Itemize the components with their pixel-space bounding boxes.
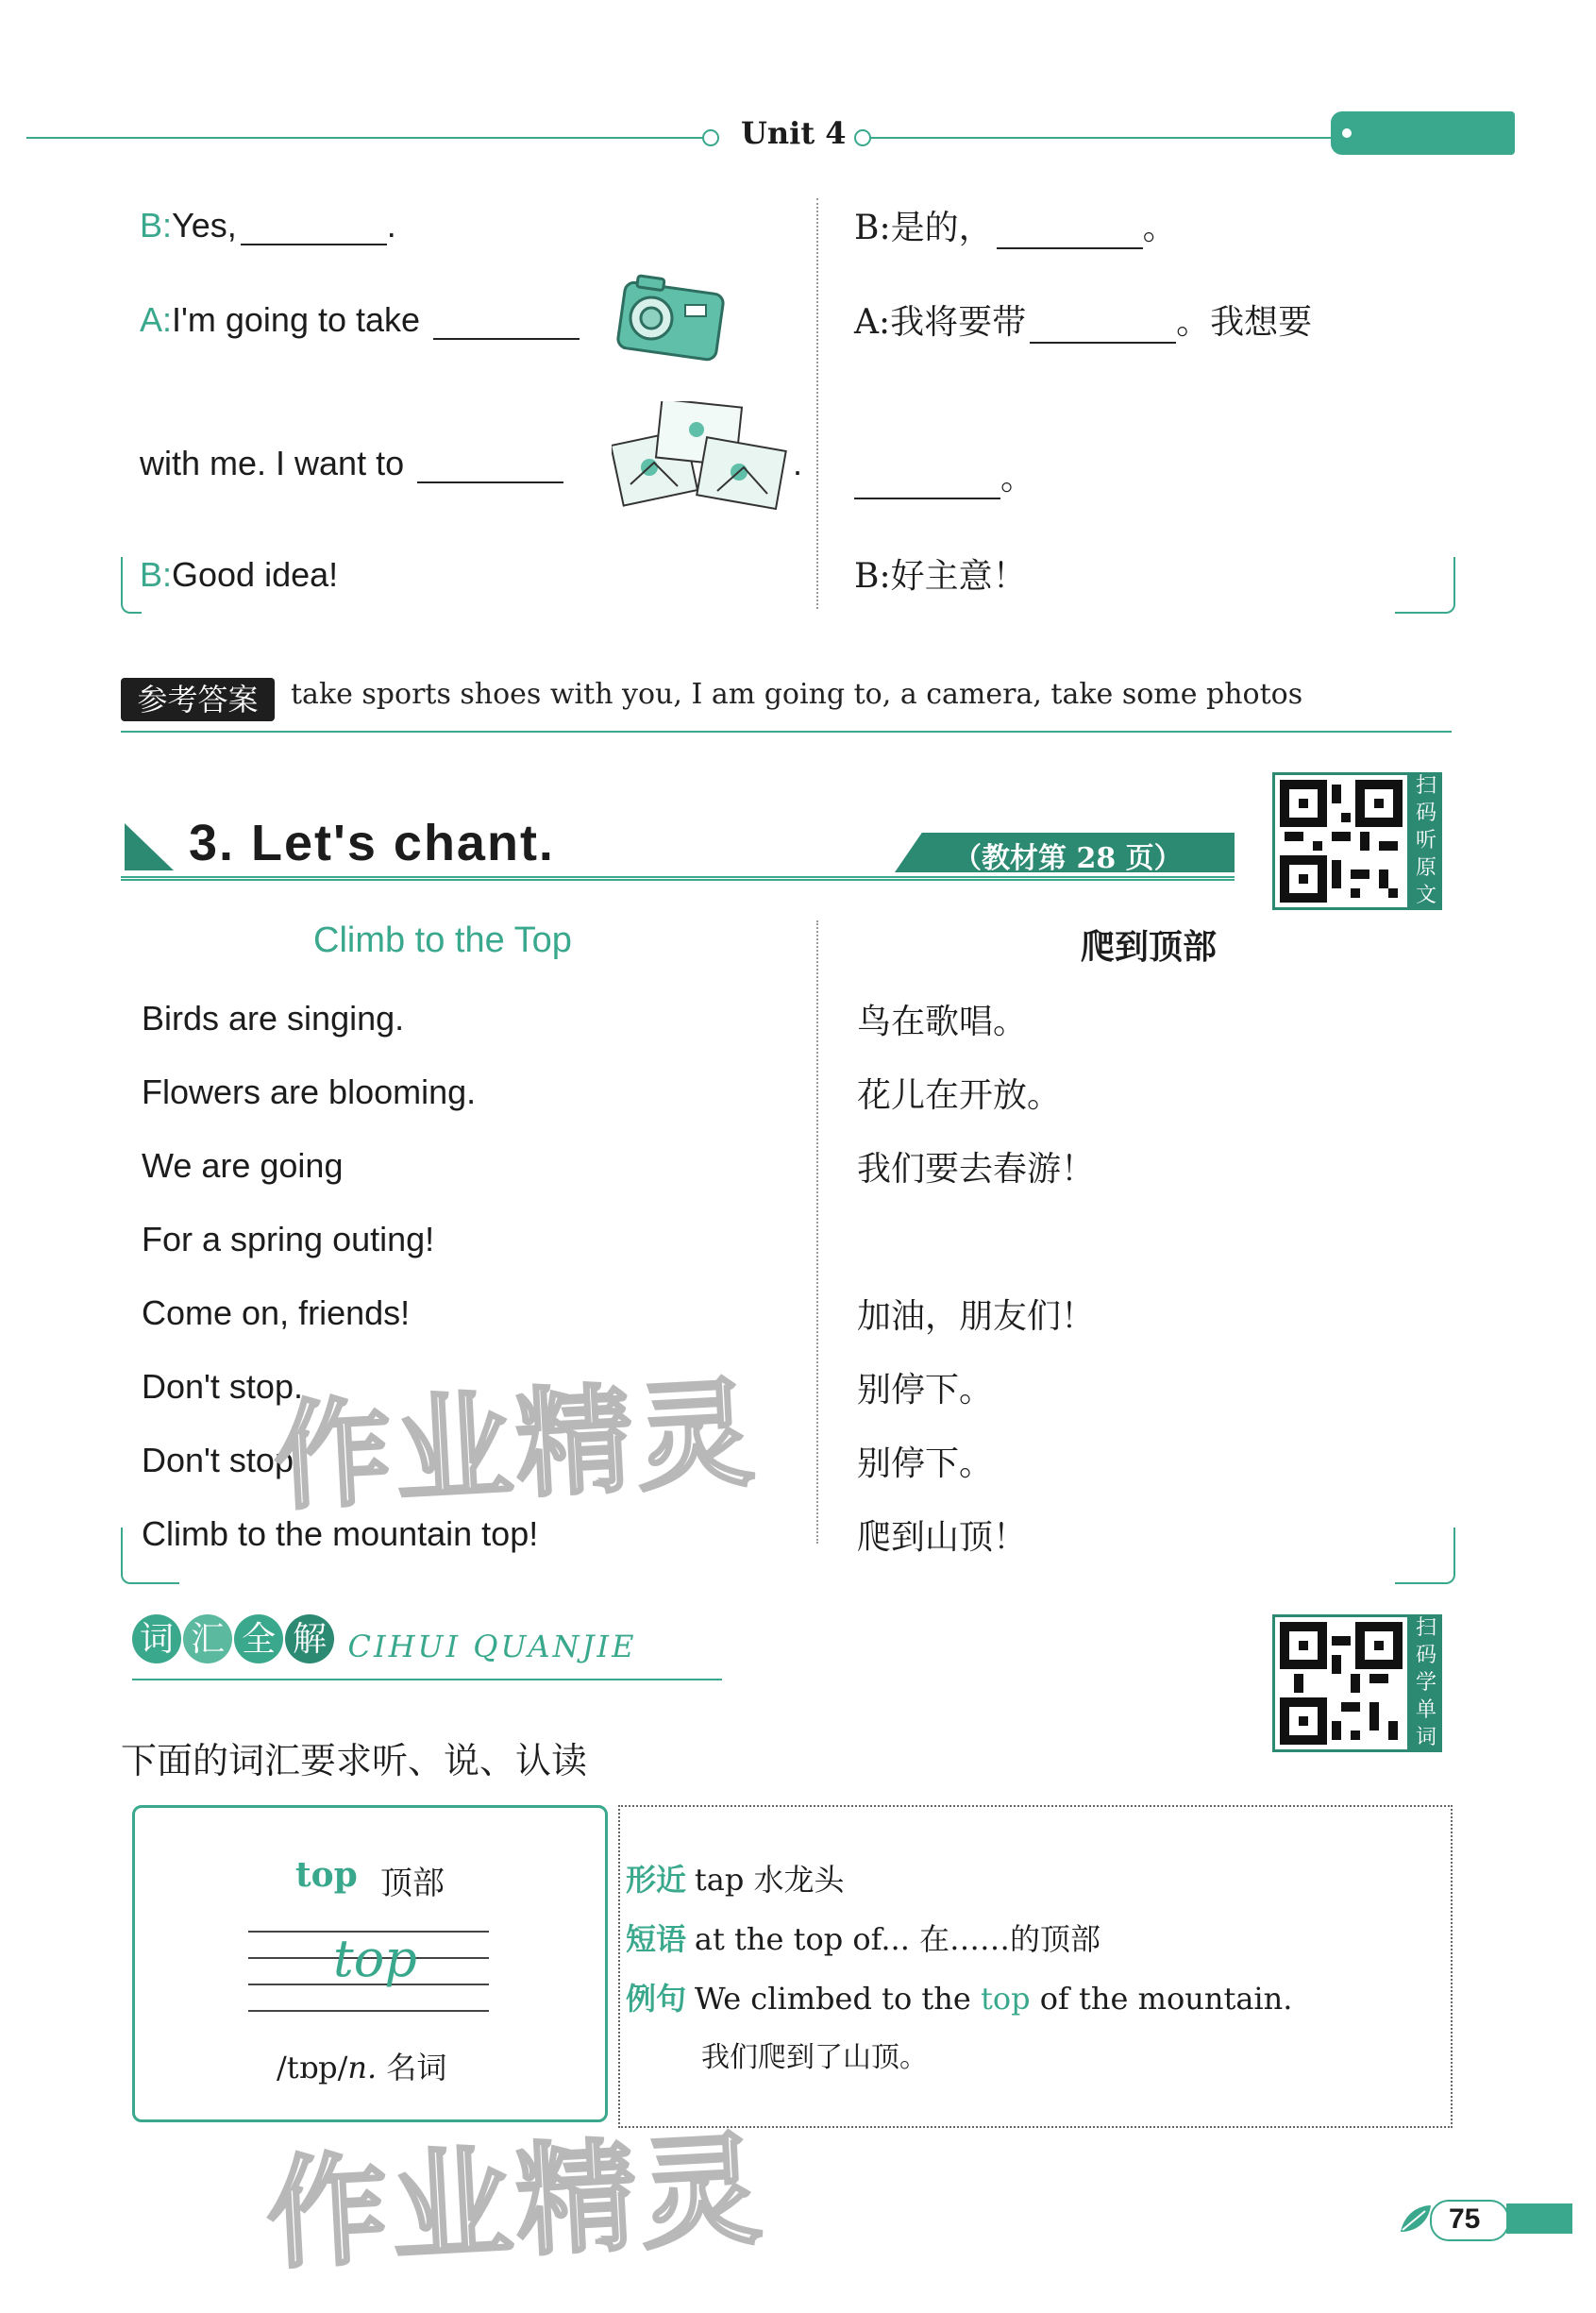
dialogue-cn-4: B:好主意！ (854, 557, 1027, 596)
answer-tag: 参考答案 (121, 678, 275, 721)
unit-label: Unit 4 (741, 115, 847, 151)
word: top (295, 1855, 358, 1895)
qr-vocab-label: 扫 码 学 单 词 (1410, 1614, 1442, 1752)
vocab-title-char: 全 (234, 1614, 283, 1663)
bracket-right (1395, 1528, 1455, 1584)
chant-line-en: For a spring outing! (142, 1220, 435, 1258)
word-meaning: 顶部 (380, 1866, 445, 1901)
header-tab-dot (1342, 128, 1352, 138)
chant-divider (816, 920, 818, 1544)
page-number: 75 (1449, 2203, 1481, 2235)
handwriting-line (248, 2010, 489, 2012)
bracket-left (121, 557, 142, 614)
header-dot-left (702, 129, 719, 146)
qr-code-vocab[interactable] (1272, 1614, 1410, 1752)
dialogue-cn-1: B:是的， 。 (854, 209, 1177, 247)
chant-line-cn: 加油，朋友们！ (857, 1297, 1096, 1336)
vocab-rule (132, 1679, 722, 1680)
dialogue-cn-3: 。 (854, 451, 1034, 499)
answer-rule (121, 731, 1452, 733)
word-notes-box (618, 1805, 1453, 2128)
dialogue-cn-2: A:我将要带 。我想要 (854, 303, 1313, 342)
answer-blank[interactable] (854, 469, 1000, 499)
bracket-left (121, 1528, 179, 1584)
chant-line-en: Birds are singing. (142, 999, 405, 1038)
chant-line-en: Come on, friends! (142, 1293, 411, 1332)
chant-line-cn: 爬到山顶！ (857, 1518, 1028, 1557)
chant-line-cn: 花儿在开放。 (857, 1076, 1062, 1115)
answer-blank[interactable] (1030, 313, 1176, 344)
chant-line-cn: 别停下。 (857, 1371, 994, 1410)
dialogue-line-1: B:Yes, . (140, 206, 396, 245)
chant-line-cn: 鸟在歌唱。 (857, 1003, 1028, 1041)
vocab-title-char: 解 (285, 1614, 334, 1663)
section-rule (121, 876, 1235, 881)
answer-blank[interactable] (997, 219, 1143, 249)
chant-line-en: Don't stop. (142, 1367, 303, 1406)
vocab-pinyin: CIHUI QUANJIE (347, 1628, 637, 1664)
watermark: 作业精灵 (263, 2119, 769, 2287)
dialogue-line-2: A:I'm going to take (140, 300, 580, 340)
chant-line-cn: 别停下。 (857, 1444, 994, 1483)
section-triangle-icon (125, 823, 174, 875)
answer-blank[interactable] (433, 310, 580, 340)
note-phrase: 短语 at the top of... 在……的顶部 (626, 1921, 1101, 1957)
photos-icon (612, 401, 803, 515)
note-example-translation: 我们爬到了山顶。 (701, 2041, 928, 2074)
answer-blank[interactable] (241, 215, 387, 245)
header-tab (1331, 111, 1515, 155)
watermark: 作业精灵 (271, 1365, 762, 1528)
chant-line-en: Climb to the mountain top! (142, 1514, 539, 1553)
vocab-title-char: 汇 (183, 1614, 232, 1663)
bracket-right (1395, 557, 1455, 614)
answer-text: take sports shoes with you, I am going to, a camera, take some photos (291, 678, 1303, 711)
textbook-ref: （教材第 28 页） (953, 842, 1183, 875)
dialogue-line-4: B:Good idea! (140, 555, 339, 594)
speaker-a: A: (140, 300, 173, 339)
chant-line-cn: 我们要去春游！ (857, 1150, 1096, 1189)
word-phonetic-line: /tɒp/n. 名词 (277, 2050, 447, 2085)
chant-line-en: We are going (142, 1146, 344, 1185)
answer-blank[interactable] (417, 453, 563, 483)
note-similar: 形近 tap 水龙头 (626, 1862, 845, 1898)
speaker-b: B: (140, 206, 173, 245)
vocab-instruction: 下面的词汇要求听、说、认读 (121, 1740, 588, 1781)
dialogue-line-3-end: . (793, 444, 803, 482)
note-example: 例句 We climbed to the top of the mountain. (626, 1981, 1293, 2017)
header-rule-left (26, 137, 706, 139)
chant-title-cn: 爬到顶部 (1081, 927, 1218, 966)
section-title: 3. Let's chant. (189, 815, 555, 871)
header-dot-right (854, 129, 871, 146)
dialogue-line-3: with me. I want to (140, 444, 563, 483)
dialogue-divider (816, 198, 818, 609)
chant-line-en: Flowers are blooming. (142, 1072, 477, 1111)
qr-code-listen[interactable] (1272, 772, 1410, 910)
camera-icon (612, 269, 730, 373)
leaf-icon (1397, 2200, 1435, 2242)
chant-title-en: Climb to the Top (313, 920, 572, 960)
qr-listen-label: 扫 码 听 原 文 (1410, 772, 1442, 910)
speaker-b: B: (140, 555, 173, 594)
footer-tab (1506, 2203, 1572, 2234)
chant-line-en: Don't stop. (142, 1441, 303, 1479)
handwriting-word: top (333, 1929, 417, 1988)
word-card (132, 1805, 608, 2122)
vocab-title-char: 词 (132, 1614, 181, 1663)
header-rule-right (870, 137, 1342, 139)
